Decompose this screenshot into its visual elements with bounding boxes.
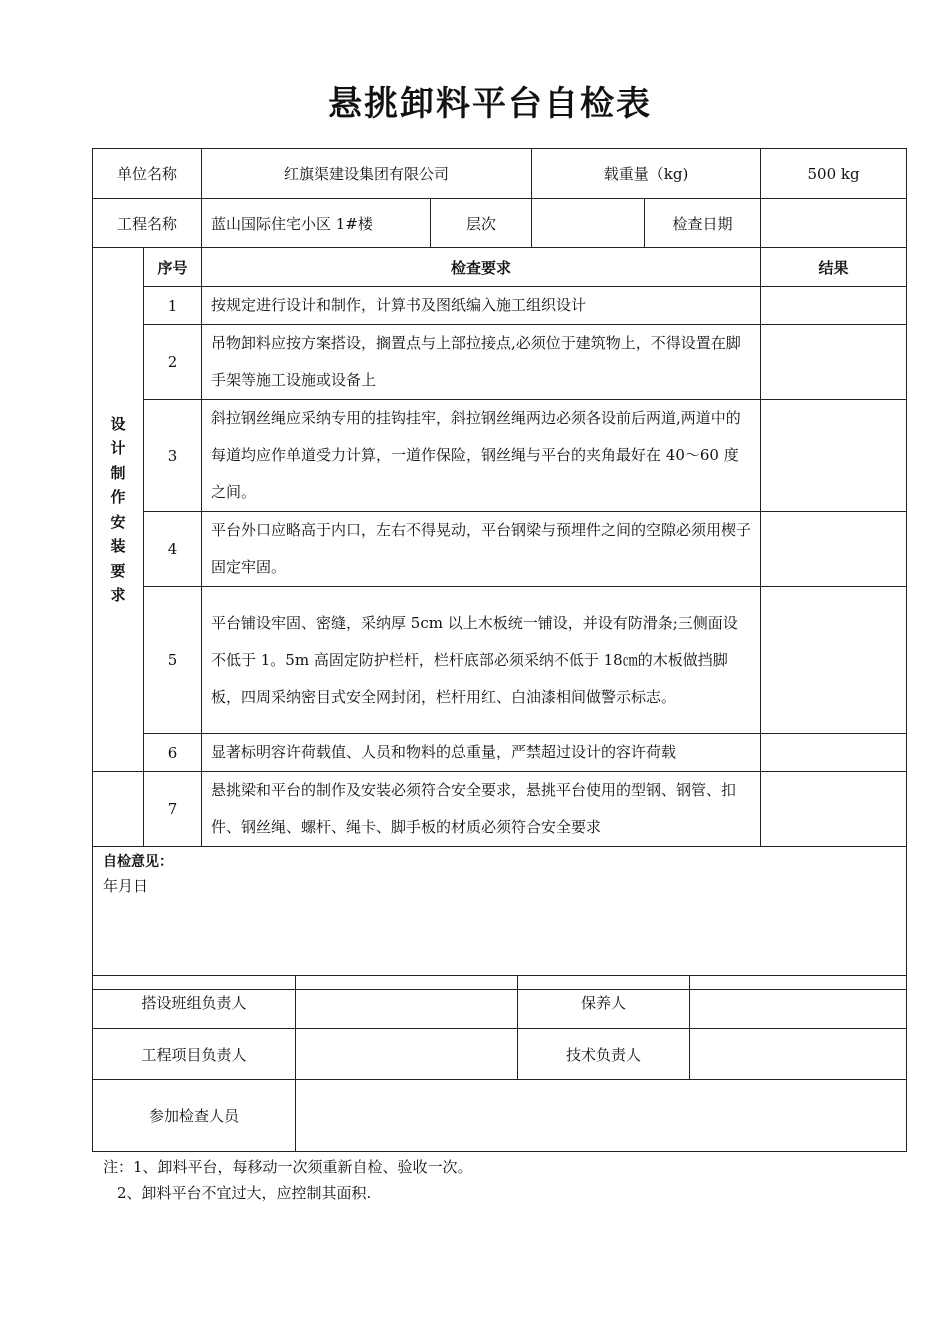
- inspection-date-label: 检查日期: [645, 199, 761, 248]
- item-result[interactable]: [761, 512, 907, 587]
- load-capacity-value: 500 kg: [761, 149, 907, 199]
- floor-label: 层次: [431, 199, 532, 248]
- floor-value[interactable]: [532, 199, 645, 248]
- load-capacity-label: 载重量（kg): [532, 149, 761, 199]
- item-number: 7: [144, 772, 202, 847]
- self-check-opinion-label: 自检意见：: [103, 854, 173, 870]
- project-leader-label: 工程项目负责人: [93, 1029, 296, 1080]
- note-line: 2、卸料平台不宜过大，应控制其面积.: [117, 1184, 372, 1202]
- table-row: [93, 512, 907, 587]
- participants-value[interactable]: [296, 1080, 907, 1152]
- maintainer-label: 保养人: [518, 976, 690, 1029]
- item-number: 3: [144, 400, 202, 512]
- section-label-empty: [93, 772, 144, 847]
- requirements-table: [92, 247, 907, 990]
- table-row: [93, 772, 907, 847]
- notes: [103, 1154, 473, 1206]
- page-title: 悬挑卸料平台自检表: [328, 84, 652, 124]
- item-number: 2: [144, 325, 202, 400]
- header-table: [92, 148, 907, 248]
- section-label-design-installation: 设 计 制 作 安 装 要 求: [93, 248, 144, 772]
- item-requirement: 平台外口应略高于内口，左右不得晃动，平台钢梁与预埋件之间的空隙必须用楔子固定牢固。: [202, 512, 761, 587]
- item-result[interactable]: [761, 772, 907, 847]
- note-line: 注：1、卸料平台，每移动一次须重新自检、验收一次。: [103, 1158, 473, 1176]
- unit-name-label: 单位名称: [93, 149, 202, 199]
- team-leader-label: 搭设班组负责人: [93, 976, 296, 1029]
- item-number: 4: [144, 512, 202, 587]
- table-row: [93, 587, 907, 734]
- inspection-date-value[interactable]: [761, 199, 907, 248]
- item-number: 1: [144, 287, 202, 325]
- item-requirement: 吊物卸料应按方案搭设，搁置点与上部拉接点,必须位于建筑物上，不得设置在脚手架等施工设施或设备上: [202, 325, 761, 400]
- item-result[interactable]: [761, 400, 907, 512]
- item-requirement: 悬挑梁和平台的制作及安装必须符合安全要求，悬挑平台使用的型钢、钢管、扣件、钢丝绳、螺杆、绳卡、脚手板的材质必须符合安全要求: [202, 772, 761, 847]
- item-requirement: 按规定进行设计和制作，计算书及图纸编入施工组织设计: [202, 287, 761, 325]
- table-row: [93, 734, 907, 772]
- project-leader-value[interactable]: [296, 1029, 518, 1080]
- maintainer-value[interactable]: [690, 976, 907, 1029]
- unit-name-value: 红旗渠建设集团有限公司: [202, 149, 532, 199]
- item-requirement: 平台铺设牢固、密缝，采纳厚 5cm 以上木板统一铺设，并设有防滑条;三侧面设不低于 1。5m 高固定防护栏杆，栏杆底部必须采纳不低于 18㎝的木板做挡脚板，四周采纳密目式安全网封闭，栏杆用红、白油漆相间做警示标志。: [202, 587, 761, 734]
- participants-label: 参加检查人员: [93, 1080, 296, 1152]
- item-requirement: 显著标明容许荷载值、人员和物料的总重量，严禁超过设计的容许荷载: [202, 734, 761, 772]
- item-result[interactable]: [761, 734, 907, 772]
- table-row: [93, 287, 907, 325]
- table-row: [93, 325, 907, 400]
- column-header-result: 结果: [761, 248, 907, 287]
- item-result[interactable]: [761, 325, 907, 400]
- item-result[interactable]: [761, 587, 907, 734]
- item-number: 6: [144, 734, 202, 772]
- column-header-requirement: 检查要求: [202, 248, 761, 287]
- item-number: 5: [144, 587, 202, 734]
- item-requirement: 斜拉钢丝绳应采纳专用的挂钩挂牢，斜拉钢丝绳两边必须各设前后两道,两道中的每道均应作单道受力计算，一道作保险，钢丝绳与平台的夹角最好在 40～60 度之间。: [202, 400, 761, 512]
- signature-table: [92, 975, 907, 1152]
- column-header-seq: 序号: [144, 248, 202, 287]
- tech-leader-label: 技术负责人: [518, 1029, 690, 1080]
- team-leader-value[interactable]: [296, 976, 518, 1029]
- table-row: [93, 400, 907, 512]
- self-check-opinion[interactable]: [93, 847, 907, 990]
- project-name-label: 工程名称: [93, 199, 202, 248]
- item-result[interactable]: [761, 287, 907, 325]
- self-check-date-line: 年月日: [103, 877, 149, 895]
- tech-leader-value[interactable]: [690, 1029, 907, 1080]
- project-name-value: 蓝山国际住宅小区 1#楼: [202, 199, 431, 248]
